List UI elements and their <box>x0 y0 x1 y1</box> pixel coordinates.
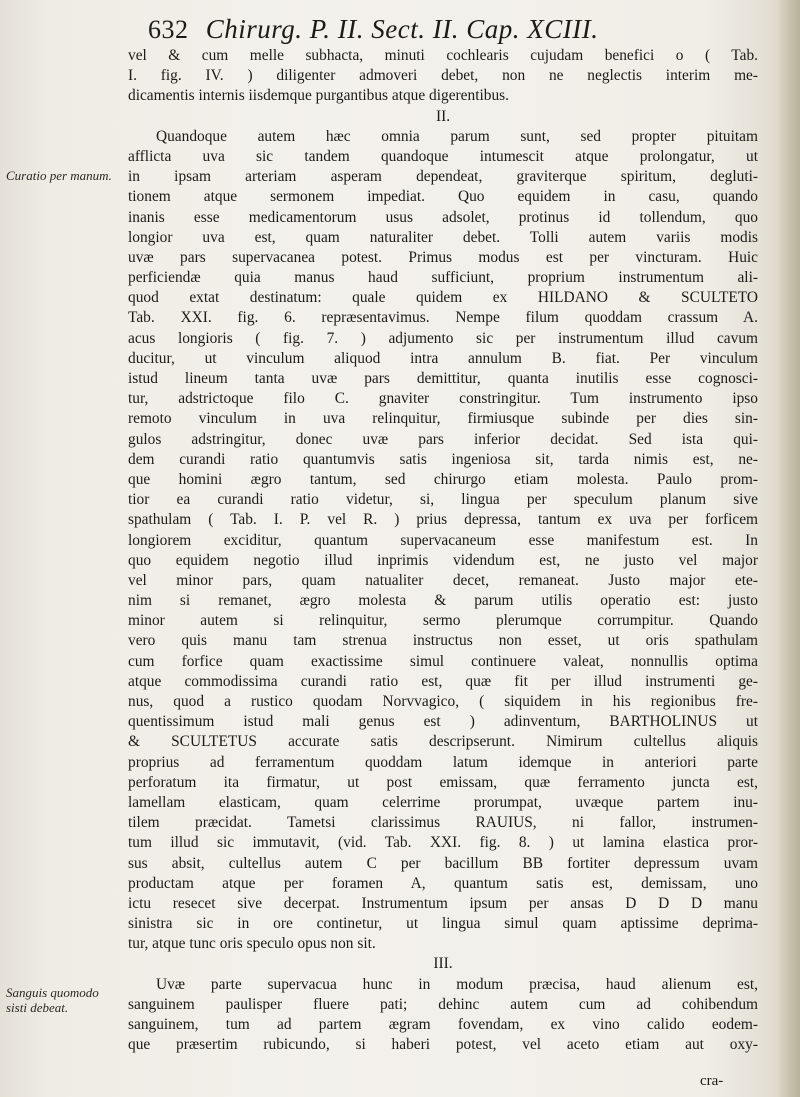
text-line: quentissimum istud mali genus est ) adinventum, BARTHOLINUS ut <box>128 713 758 731</box>
text-line: sanguinem, tum ad partem ægram fovendam, ex vino calido eodem- <box>128 1016 758 1033</box>
text-line: que homini ægro tantum, sed chirurgo etiam molesta. Paulo prom- <box>128 470 758 488</box>
text-line: sanguinem paulisper fluere pati; dehinc autem cum ad cohibendum <box>128 995 758 1013</box>
page-number: 632 <box>148 15 189 44</box>
text-line: spathulam ( Tab. I. P. vel R. ) prius depressa, tantum ex uva per forficem <box>128 511 758 529</box>
text-line: longior uva est, quam naturaliter debet. Tolli autem variis modis <box>128 228 758 246</box>
text-line: remoto vinculum in uva relinquitur, firmiusque subinde per dies sin- <box>128 410 758 428</box>
text-line: gulos adstringitur, donec uvæ pars inferior decidat. Sed ista qui- <box>128 430 758 448</box>
marginal-note-curatio: Curatio per manum. <box>6 168 112 183</box>
text-line: ducitur, ut vinculum aliquod intra annulum B. fiat. Per vinculum <box>128 349 758 367</box>
section-number: II. <box>435 107 451 125</box>
text-line: Tab. XXI. fig. 6. repræsentavimus. Nempe filum quoddam crassum A. <box>128 309 758 327</box>
text-line: lamellam elasticam, quam celerrime prorumpat, uvæque partem inu- <box>128 793 758 811</box>
text-line: vel & cum melle subhacta, minuti cochlearis cujudam benefici o ( Tab. <box>128 47 758 64</box>
text-line: que præsertim rubicundo, si haberi potest, vel aceto etiam aut oxy- <box>128 1036 758 1054</box>
text-line: inanis esse medicamentorum usus adsolet, protinus id tollendum, quo <box>128 208 758 226</box>
text-line: quod extat destinatum: quale quidem ex HILDANO & SCULTETO <box>128 289 758 307</box>
text-line: nim si remanet, ægro molesta & parum utilis operatio est: justo <box>128 592 758 610</box>
text-line: tur, adstrictoque filo C. gnaviter constringitur. Tum instrumento ipso <box>128 390 758 408</box>
page-edge-shadow <box>778 0 800 1097</box>
section-number: III. <box>433 955 453 973</box>
text-line: quo equidem negotio illud inprimis videndum est, ne justo vel major <box>128 551 758 569</box>
text-line: proprius ad ferramentum quoddam latum idemque in anteriori parte <box>128 753 758 771</box>
running-title: Chirurg. P. II. Sect. II. Cap. XCIII. <box>205 14 599 44</box>
main-text <box>128 46 758 1055</box>
text-line: istud lineum tanta uvæ pars demittitur, quanta inutilis esse cognosci- <box>128 370 758 387</box>
text-line: sinistra sic in ore continetur, ut lingua simul quam aptissime deprima- <box>128 915 758 933</box>
text-line: afflicta uva sic tandem quandoque intumescit atque prolongatur, ut <box>128 147 758 165</box>
text-line: longiorem exciditur, quantum supervacaneum esse manifestum est. In <box>128 531 758 549</box>
text-line: vero quis manu tam strenua instructus non esset, ut oris spathulam <box>128 632 758 650</box>
text-line: Quandoque autem hæc omnia parum sunt, sed propter pituitam <box>156 127 758 145</box>
text-line: & SCULTETUS accurate satis descripserunt. Nimirum cultellus aliquis <box>128 733 758 751</box>
catchword: cra- <box>700 1073 724 1089</box>
text-line: tur, atque tunc oris speculo opus non sit. <box>128 935 376 953</box>
text-line: acus longioris ( fig. 7. ) adjumento sic per instrumentum illud cavum <box>128 329 758 347</box>
text-line: perforatum ita firmatur, ut post emissam, quæ ferramento juncta est, <box>128 773 758 791</box>
text-line: Uvæ parte supervacua hunc in modum præcisa, haud alienum est, <box>156 975 758 993</box>
text-line: sus absit, cultellus autem C per bacillum BB fortiter depressum uvam <box>128 854 758 872</box>
text-line: tionem atque sermonem impediat. Quo equidem in casu, quando <box>128 188 758 206</box>
text-line: perficiendæ quia manus haud sufficiunt, proprium instrumentum ali- <box>128 269 758 287</box>
text-line: uvæ pars supervacanea potest. Primus modus est per vincturam. Huic <box>128 248 758 266</box>
text-line: productam atque per foramen A, quantum satis est, demissam, uno <box>128 874 758 892</box>
running-head <box>148 14 748 45</box>
text-line: tilem præcidat. Tametsi clarissimus RAUIUS, ni fallor, instrumen- <box>128 814 758 832</box>
text-line: I. fig. IV. ) diligenter admoveri debet, non ne neglectis interim me- <box>128 67 758 85</box>
text-line: atque commodissima curandi ratio est, quæ fit per illud instrumenti ge- <box>128 672 758 690</box>
text-line: ictu resecet sive decerpat. Instrumentum ipsum per ansas D D D manu <box>128 894 758 912</box>
text-line: vel minor pars, quam natualiter decet, remaneat. Justo major ete- <box>128 571 758 589</box>
text-line: dicamentis internis iisdemque purgantibus atque digerentibus. <box>128 87 509 105</box>
text-line: dem curandi ratio quantumvis satis ingeniosa sit, tarda nimis est, ne- <box>128 450 758 468</box>
text-line: cum forfice quam exactissime simul continuere valeat, nonnullis optima <box>128 652 758 670</box>
text-line: tum illud sic immutavit, (vid. Tab. XXI. fig. 8. ) ut lamina elastica pror- <box>128 834 758 852</box>
text-line: in ipsam arteriam asperam dependeat, graviterque spiritum, degluti- <box>128 168 758 186</box>
text-line: minor autem si relinquitur, sermo plerumque corrumpitur. Quando <box>128 612 758 630</box>
marginal-note-sanguis: Sanguis quomodo sisti debeat. <box>6 985 99 1015</box>
text-line: nus, quod a rustico quodam Norvvagico, ( siquidem in his regionibus fre- <box>128 693 758 710</box>
text-line: tior ea curandi ratio videtur, si, lingua per speculum planum sive <box>128 491 758 509</box>
